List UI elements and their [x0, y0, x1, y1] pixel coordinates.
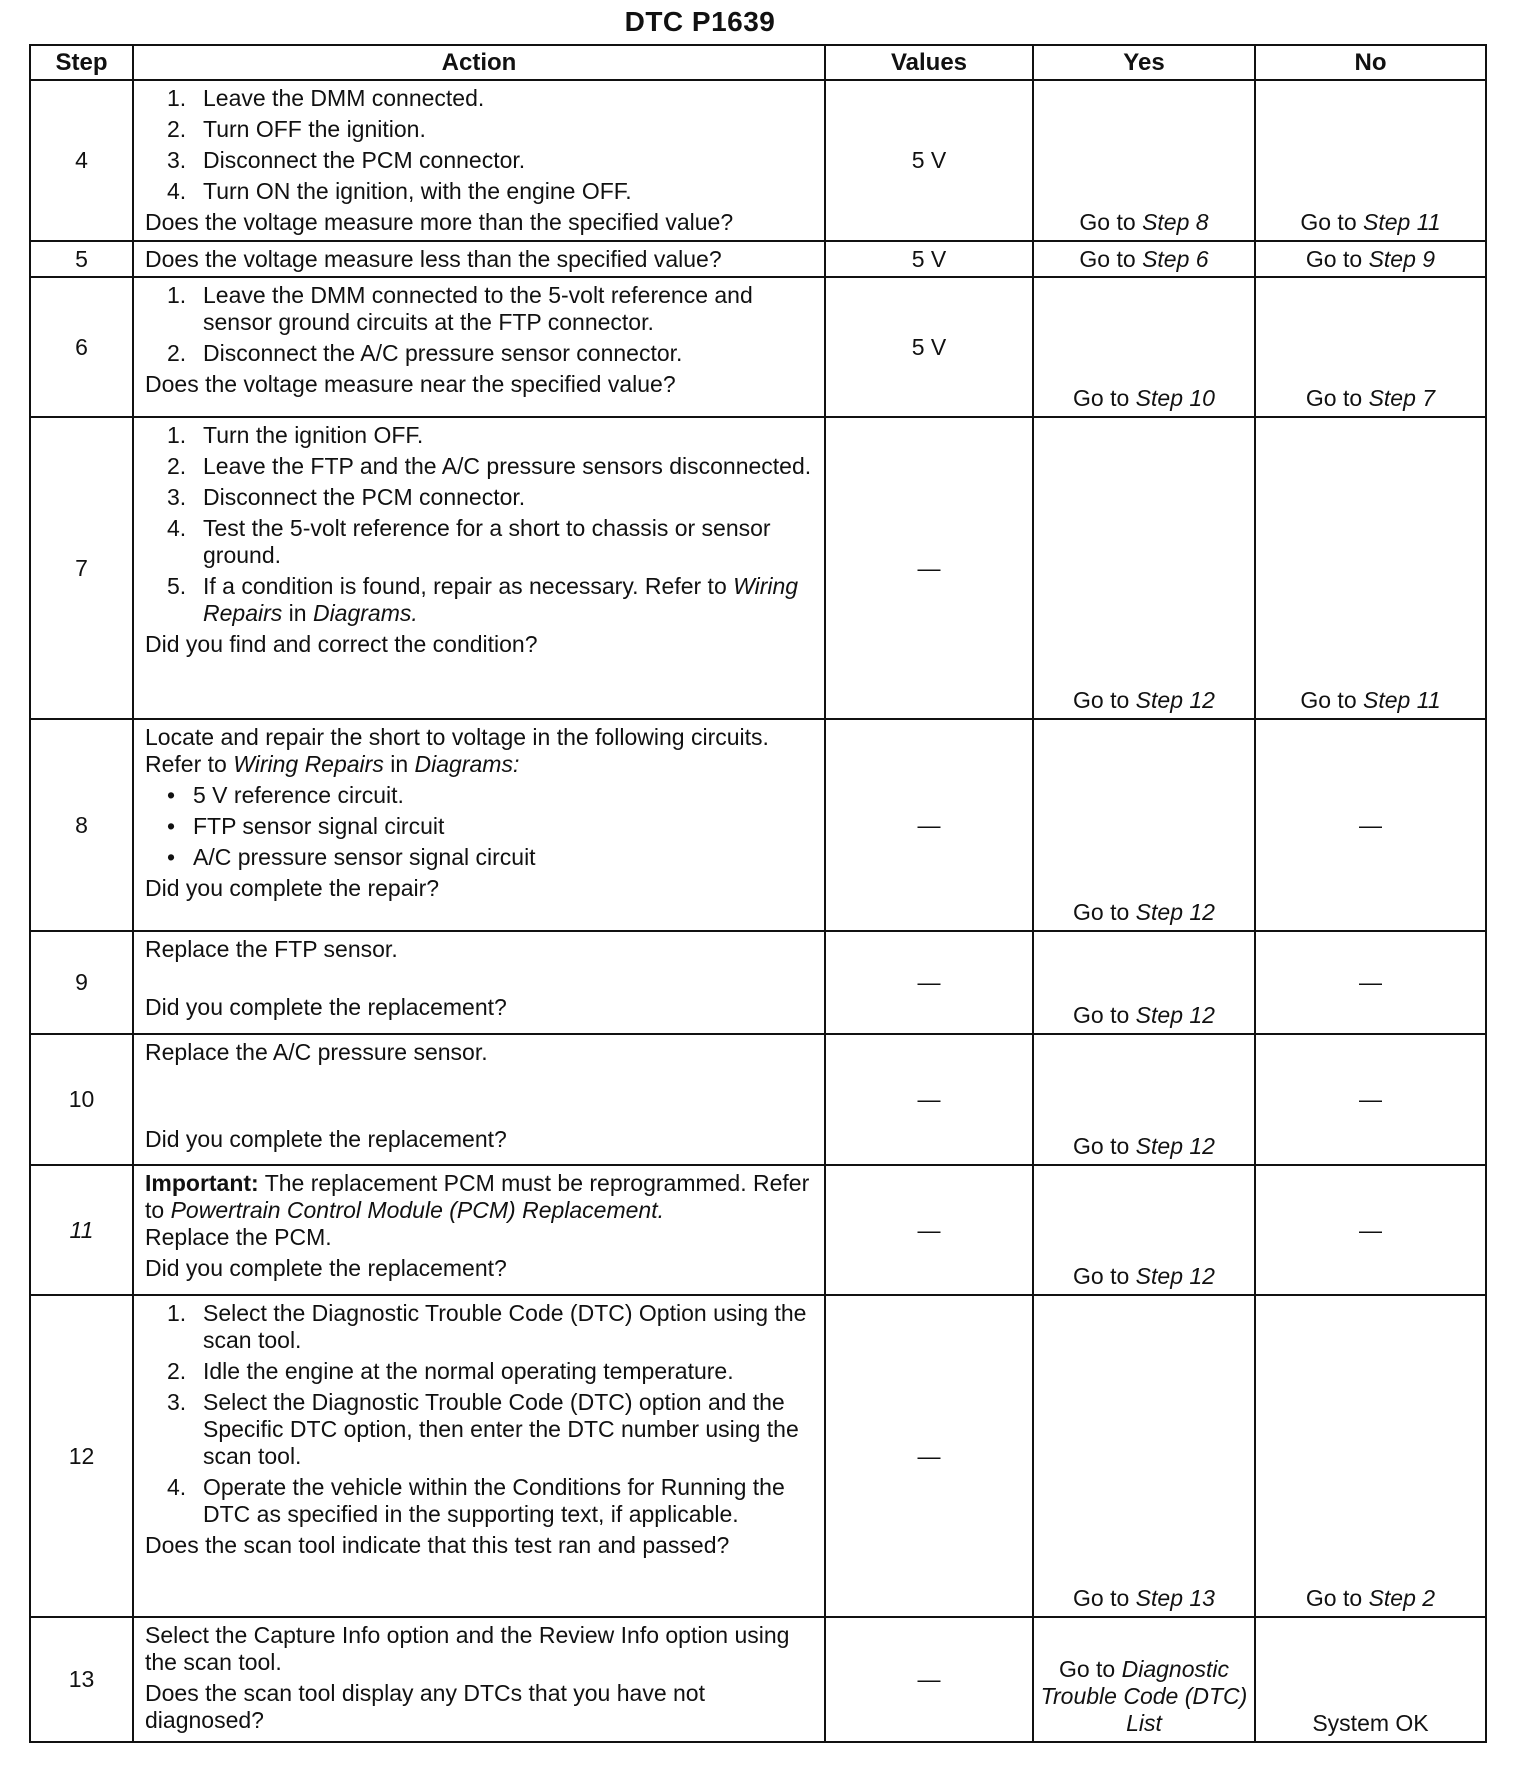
action-step-item: 1. Leave the DMM connected.: [167, 85, 485, 111]
action-cell: [133, 1295, 825, 1617]
step-number: 10: [30, 1034, 133, 1165]
action-step-item: 2. Idle the engine at the normal operating temperature.: [167, 1358, 734, 1384]
value-cell: —: [825, 417, 1033, 719]
header-no: No: [1255, 45, 1486, 80]
action-step-item: 2. Turn OFF the ignition.: [167, 116, 426, 142]
value-cell: 5 V: [825, 277, 1033, 417]
step-number: 8: [30, 719, 133, 931]
table-row-step-10: [30, 1034, 1486, 1165]
no-cell: —: [1255, 1034, 1486, 1165]
step-number: 11: [30, 1165, 133, 1295]
list-item: • A/C pressure sensor signal circuit: [167, 844, 536, 870]
value-cell: —: [825, 1295, 1033, 1617]
action-text: Select the Capture Info option and the Review Info option using the scan tool.: [145, 1622, 790, 1675]
no-cell: System OK: [1255, 1617, 1486, 1742]
table-row-step-7: [30, 417, 1486, 719]
header-yes: Yes: [1033, 45, 1255, 80]
value-cell: 5 V: [825, 80, 1033, 241]
yes-cell: Go to Step 10: [1033, 277, 1255, 417]
no-cell: Go to Step 7: [1255, 277, 1486, 417]
important-note: Important: The replacement PCM must be reprogrammed. Refer to Powertrain Control Module (PCM) Replacement.: [145, 1170, 810, 1223]
step-number: 13: [30, 1617, 133, 1742]
step-number: 6: [30, 277, 133, 417]
action-steps: [145, 422, 814, 627]
value-cell: —: [825, 1617, 1033, 1742]
action-step-item: 1. Select the Diagnostic Trouble Code (DTC) Option using the scan tool.: [167, 1300, 807, 1353]
no-cell: Go to Step 2: [1255, 1295, 1486, 1617]
action-question: Did you complete the replacement?: [145, 1255, 507, 1281]
yes-cell: Go to Step 12: [1033, 719, 1255, 931]
action-step-item: 2. Leave the FTP and the A/C pressure sensors disconnected.: [167, 453, 812, 479]
yes-cell: Go to Step 12: [1033, 1034, 1255, 1165]
wiring-repairs-reference: Wiring Repairs: [203, 573, 799, 626]
action-step-item: 3. Disconnect the PCM connector.: [167, 484, 526, 510]
no-cell: Go to Step 9: [1255, 241, 1486, 277]
step-number: 9: [30, 931, 133, 1034]
value-cell: —: [825, 1034, 1033, 1165]
action-question: Does the voltage measure less than the specified value?: [145, 245, 722, 272]
action-step-item: 5. If a condition is found, repair as necessary. Refer to Wiring Repairs in Diagrams.: [167, 573, 799, 626]
table-row-step-9: [30, 931, 1486, 1034]
pcm-replacement-reference: Powertrain Control Module (PCM) Replacement.: [170, 1197, 664, 1223]
yes-cell: Go to Step 8: [1033, 80, 1255, 241]
no-cell: Go to Step 11: [1255, 80, 1486, 241]
action-cell: [133, 1165, 825, 1295]
page-title: DTC P1639: [624, 6, 776, 37]
dtc-list-reference: Diagnostic Trouble Code (DTC) List: [1040, 1656, 1248, 1736]
action-step-item: 3. Select the Diagnostic Trouble Code (DTC) option and the Specific DTC option, then enter the DTC number using the scan tool.: [167, 1389, 799, 1469]
table-row-step-6: [30, 277, 1486, 417]
action-text: Replace the FTP sensor.: [145, 936, 398, 962]
step-number: 12: [30, 1295, 133, 1617]
value-cell: —: [825, 931, 1033, 1034]
action-text: Replace the PCM.: [145, 1224, 332, 1250]
action-text: Replace the A/C pressure sensor.: [145, 1039, 488, 1065]
header-action: Action: [133, 45, 825, 80]
step-number: 4: [30, 80, 133, 241]
list-item: • 5 V reference circuit.: [167, 782, 404, 808]
action-cell: [133, 277, 825, 417]
list-item: • FTP sensor signal circuit: [167, 813, 445, 839]
action-step-item: 1. Turn the ignition OFF.: [167, 422, 424, 448]
header-step: Step: [30, 45, 133, 80]
action-step-item: 2. Disconnect the A/C pressure sensor connector.: [167, 340, 683, 366]
yes-cell: Go to Step 12: [1033, 931, 1255, 1034]
action-cell: [133, 241, 825, 277]
table-row-step-11: [30, 1165, 1486, 1295]
action-cell: [133, 80, 825, 241]
table-row-step-8: [30, 719, 1486, 931]
action-question: Did you complete the repair?: [145, 875, 440, 901]
action-cell: [133, 1034, 825, 1165]
action-steps: [145, 1300, 814, 1528]
yes-cell: Go to Step 12: [1033, 417, 1255, 719]
action-question: Did you complete the replacement?: [145, 1126, 507, 1152]
yes-cell: Go to Step 12: [1033, 1165, 1255, 1295]
action-question: Does the scan tool display any DTCs that you have not diagnosed?: [145, 1680, 705, 1733]
header-row: [30, 45, 1486, 80]
action-cell: [133, 417, 825, 719]
action-cell: [133, 931, 825, 1034]
action-steps: [145, 282, 814, 367]
value-cell: 5 V: [825, 241, 1033, 277]
yes-cell: Go to Step 6: [1033, 241, 1255, 277]
action-cell: [133, 719, 825, 931]
table-row-step-12: [30, 1295, 1486, 1617]
action-question: Did you find and correct the condition?: [145, 631, 538, 657]
action-question: Does the voltage measure near the specified value?: [145, 371, 676, 397]
action-steps: [145, 85, 814, 205]
table-row-step-13: [30, 1617, 1486, 1742]
table-row-step-4: [30, 80, 1486, 241]
circuit-list: [145, 782, 814, 871]
action-question: Does the scan tool indicate that this test ran and passed?: [145, 1532, 730, 1558]
header-values: Values: [825, 45, 1033, 80]
no-cell: —: [1255, 931, 1486, 1034]
action-step-item: 4. Operate the vehicle within the Conditions for Running the DTC as specified in the supporting text, if applicable.: [167, 1474, 785, 1527]
action-intro: Locate and repair the short to voltage in the following circuits. Refer to Wiring Repairs in Diagrams:: [145, 724, 769, 777]
action-step-item: 3. Disconnect the PCM connector.: [167, 147, 526, 173]
yes-cell: Go to Step 13: [1033, 1295, 1255, 1617]
action-cell: [133, 1617, 825, 1742]
step-number: 5: [30, 241, 133, 277]
yes-cell: Go to Diagnostic Trouble Code (DTC) List: [1033, 1617, 1255, 1742]
no-cell: —: [1255, 1165, 1486, 1295]
action-step-item: 1. Leave the DMM connected to the 5-volt reference and sensor ground circuits at the FTP connector.: [167, 282, 753, 335]
diagrams-reference: Diagrams.: [312, 600, 418, 626]
no-cell: —: [1255, 719, 1486, 931]
dtc-table: [29, 44, 1487, 1743]
action-step-item: 4. Turn ON the ignition, with the engine OFF.: [167, 178, 632, 204]
value-cell: —: [825, 1165, 1033, 1295]
action-question: Does the voltage measure more than the specified value?: [145, 209, 734, 235]
action-question: Did you complete the replacement?: [145, 994, 507, 1020]
value-cell: —: [825, 719, 1033, 931]
action-step-item: 4. Test the 5-volt reference for a short to chassis or sensor ground.: [167, 515, 771, 568]
step-number: 7: [30, 417, 133, 719]
table-row-step-5: [30, 241, 1486, 277]
no-cell: Go to Step 11: [1255, 417, 1486, 719]
important-label: Important:: [145, 1170, 259, 1196]
